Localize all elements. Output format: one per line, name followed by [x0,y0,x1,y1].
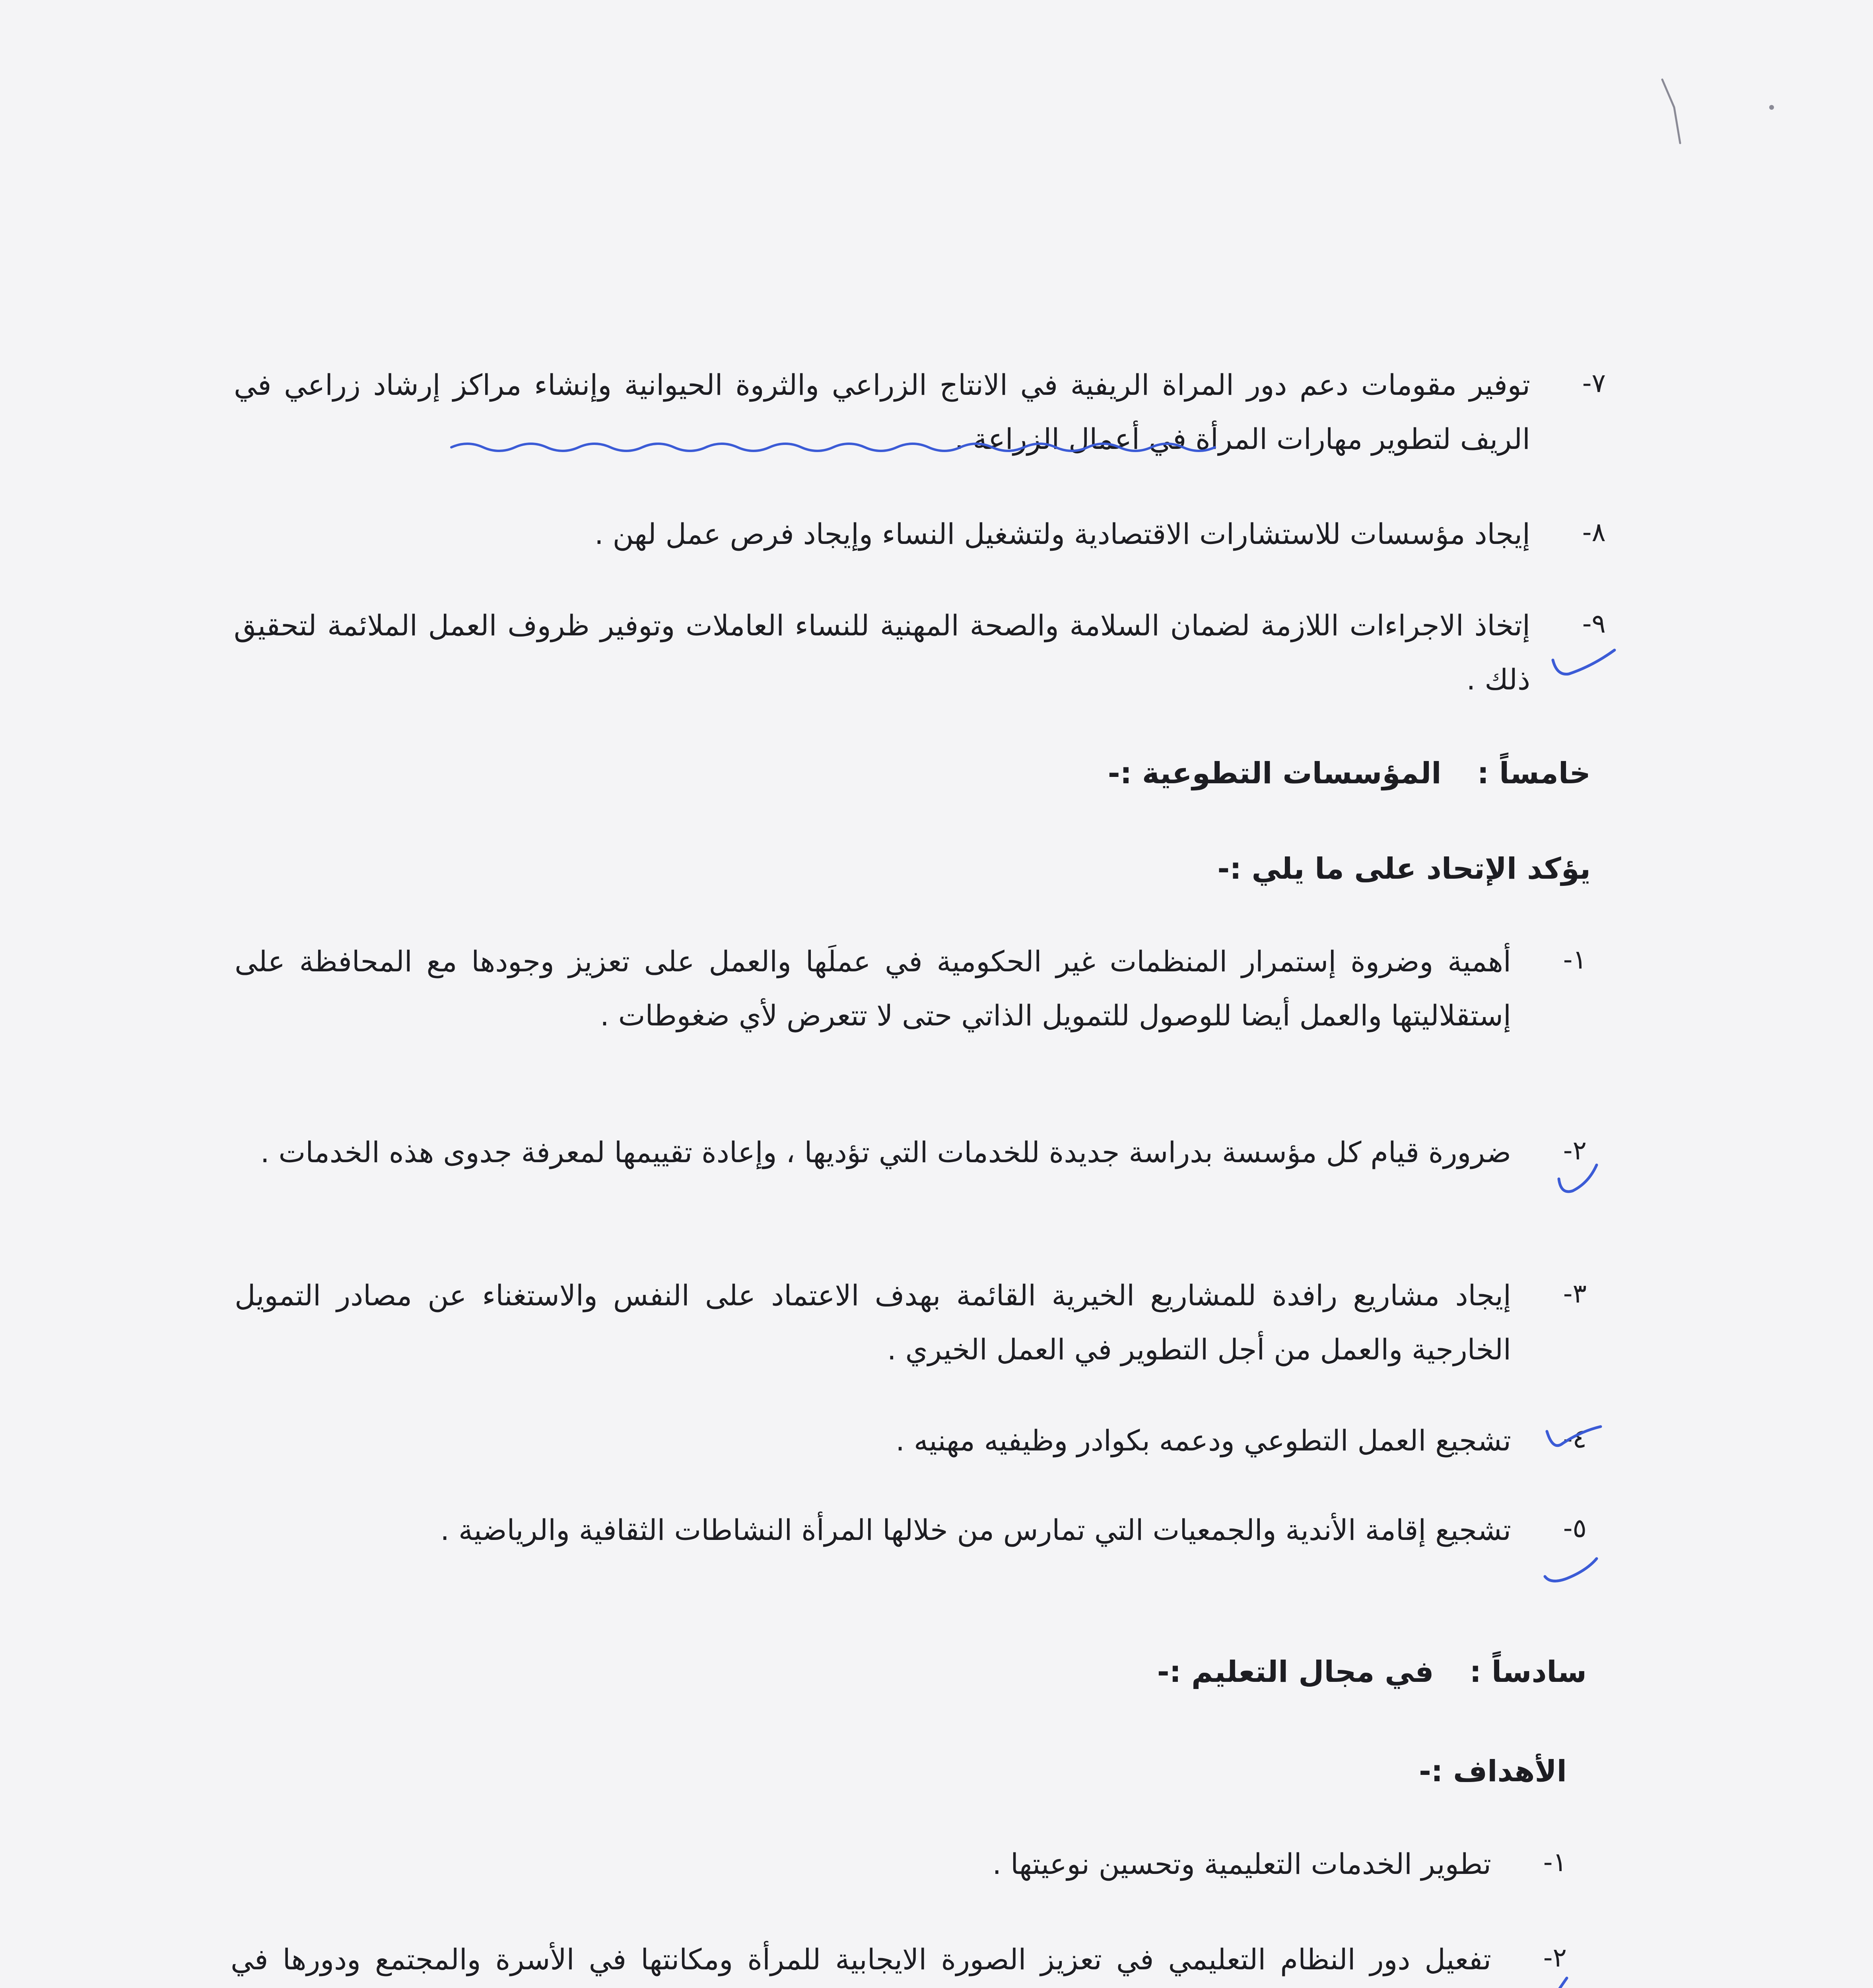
list-item-s5-5 [235,1503,1587,1557]
check-mark [1545,1559,1597,1581]
item-text: تشجيع العمل التطوعي ودعمه بكوادر وظيفيه مهنيه . [896,1424,1511,1457]
goals-heading [1419,1747,1567,1795]
item-number: ٢- [1563,1135,1587,1166]
item-number: ١- [1563,944,1587,975]
section-label: سادساً : [1469,1655,1587,1689]
section-label: خامساً : [1477,756,1591,790]
list-item-s5-3 [235,1268,1587,1376]
item-text: تطوير الخدمات التعليمية وتحسين نوعيتها . [992,1847,1491,1881]
item-number: ٣- [1563,1278,1587,1309]
section-title: المؤسسات التطوعية :- [1107,756,1442,790]
item-number: ٢- [1543,1942,1567,1973]
corner-mark [1662,80,1680,143]
item-text: إتخاذ الاجراءات اللازمة لضمان السلامة والصحة المهنية للنساء العاملات وتوفير ظروف العمل الملائمة لتحقيق ذلك . [234,609,1530,696]
section-intro [1217,845,1591,893]
list-item-7 [234,358,1606,466]
list-item-goal-1 [231,1837,1567,1891]
speck-mark [1769,105,1774,110]
list-item-8 [234,507,1606,561]
item-text: توفير مقومات دعم دور المراة الريفية في الانتاج الزراعي والثروة الحيوانية وإنشاء مراكز إرشاد زراعي في الريف لتطوير مهارات المرأة في أعمال الزراعة . [234,368,1530,456]
item-text: إيجاد مشاريع رافدة للمشاريع الخيرية القائمة بهدف الاعتماد على النفس والاستغناء عن مصادر التمويل الخارجية والعمل من أجل التطوير في العمل الخيري . [235,1279,1511,1366]
item-number: ٥- [1563,1513,1587,1543]
section-title: في مجال التعليم :- [1157,1655,1434,1689]
item-number: ١- [1543,1847,1567,1877]
goals-heading-text: الأهداف :- [1419,1754,1567,1788]
item-number: ٧- [1582,368,1606,398]
item-text: أهمية وضروة إستمرار المنظمات غير الحكومية في عملَها والعمل على تعزيز وجودها مع المحافظة على إستقلاليتها والعمل أيضا للوصول للتمويل الذاتي حتى لا تتعرض لأي ضغوطات . [235,945,1511,1032]
list-item-s5-1 [235,934,1587,1043]
list-item-goal-2 [231,1932,1567,1988]
section-heading-5 [1108,749,1591,797]
list-item-s5-2 [235,1125,1587,1179]
item-text: تشجيع إقامة الأندية والجمعيات التي تمارس من خلالها المرأة النشاطات الثقافية والرياضية . [440,1513,1511,1547]
item-text: تفعيل دور النظام التعليمي في تعزيز الصورة الايجابية للمرأة ومكانتها في الأسرة والمجتمع ودورها في [231,1943,1491,1976]
list-item-9 [234,598,1606,707]
section-heading-6 [1157,1648,1587,1696]
item-number: ٩- [1582,608,1606,639]
item-number: ٤- [1563,1423,1587,1454]
list-item-s5-4 [235,1413,1587,1468]
item-text: ضرورة قيام كل مؤسسة بدراسة جديدة للخدمات التي تؤديها ، وإعادة تقييمها لمعرفة جدوى هذه الخدمات . [260,1136,1511,1169]
item-number: ٨- [1582,517,1606,547]
item-text: إيجاد مؤسسات للاستشارات الاقتصادية ولتشغيل النساء وإيجاد فرص عمل لهن . [594,517,1530,551]
intro-text: يؤكد الإتحاد على ما يلي :- [1217,852,1591,886]
